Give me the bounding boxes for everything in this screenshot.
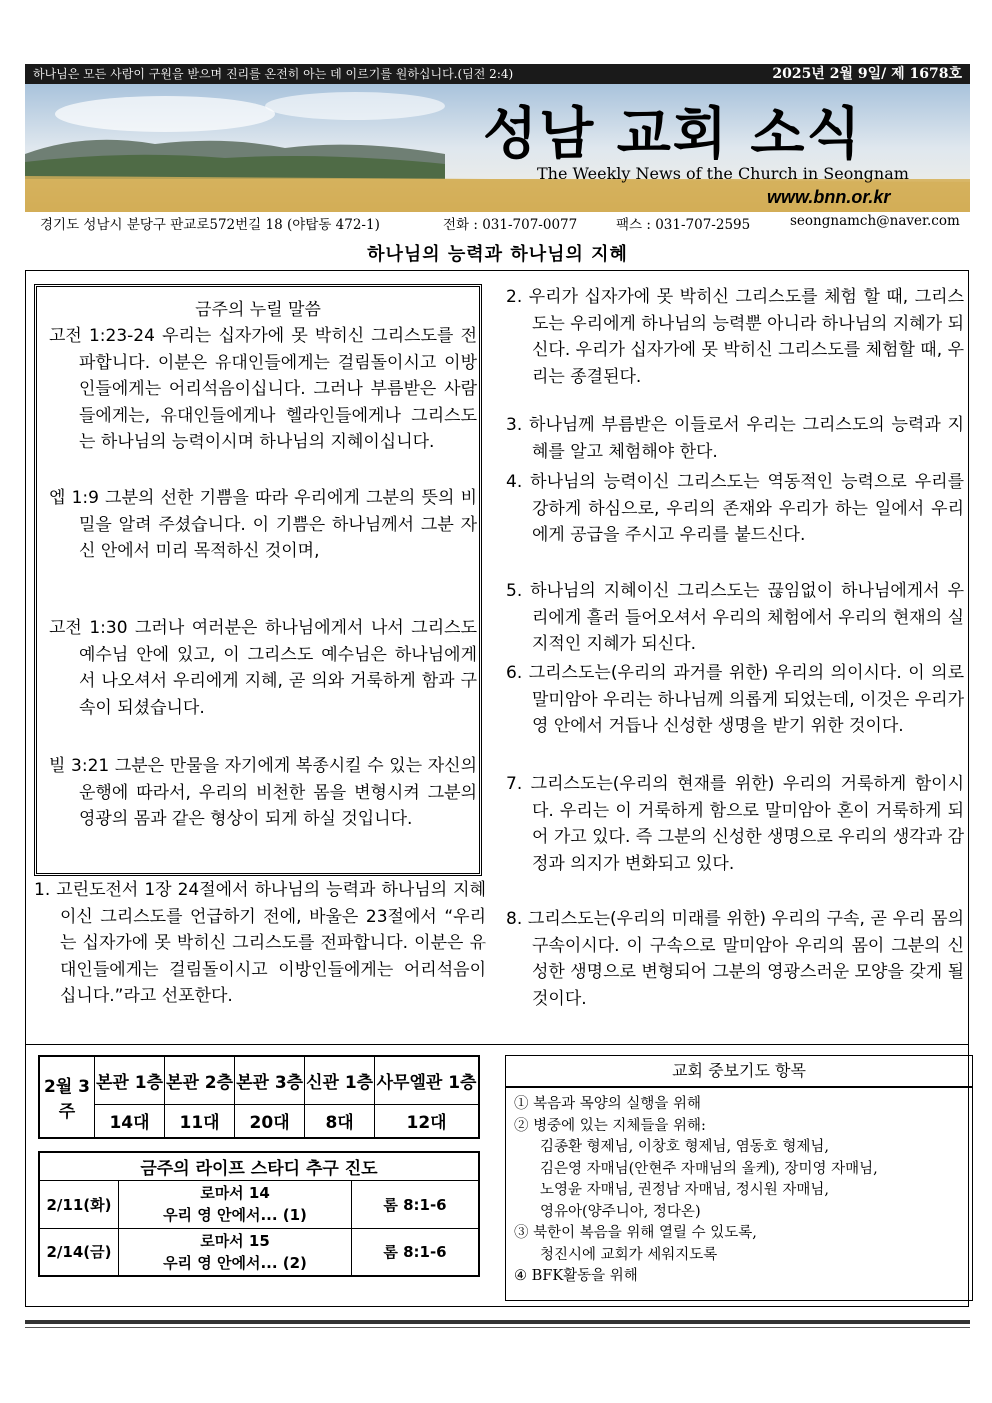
schedule-week: 2월 3주 [39, 1056, 95, 1138]
study-topic: 우리 영 안에서... (1) [163, 1206, 307, 1224]
life-study-heading: 금주의 라이프 스타디 추구 진도 [39, 1152, 479, 1180]
study-date: 2/14(금) [39, 1228, 119, 1276]
verse-item: 고전 1:23-24 우리는 십자가에 못 박히신 그리스도를 전파합니다. 이분은 유대인들에게는 걸림돌이시고 이방인들에게는 어리석음이십니다. 그러나 부름받은 사람들에게는, 유대인들에게나 헬라인들에게나 그리스도는 하나님의 능력이시며 하나님의 지혜이십니다. [49, 326, 477, 452]
hall-cell: 신관 1층 [305, 1056, 375, 1104]
prayer-item: 김은영 자매님(안현주 자매님의 올케), 장미영 자매님, [540, 1160, 878, 1177]
prayer-box [505, 1055, 973, 1301]
prayer-item: ② 병중에 있는 지체들을 위해: [514, 1117, 706, 1134]
footer-rule-thin [25, 1327, 970, 1328]
prayer-heading: 교회 중보기도 항목 [506, 1056, 972, 1088]
group-cell: 11대 [165, 1104, 235, 1138]
point-7: 7. 그리스도는(우리의 현재를 위한) 우리의 거룩하게 함이시다. 우리는 이 거룩하게 함으로 말미암아 혼이 거룩하게 되어 가고 있다. 즉 그분의 신성한 생명으로 우리의 생각과 감정과 의지가 변화되고 있다. [506, 774, 964, 874]
group-cell: 8대 [305, 1104, 375, 1138]
hall-cell: 사무엘관 1층 [375, 1056, 479, 1104]
verses-heading: 금주의 누릴 말씀 [195, 300, 321, 320]
point-3: 3. 하나님께 부름받은 이들로서 우리는 그리스도의 능력과 지혜를 알고 체험해야 한다. [506, 415, 964, 462]
prayer-item: ① 복음과 목양의 실행을 위해 [514, 1096, 702, 1112]
verse-item: 빌 3:21 그분은 만물을 자기에게 복종시킬 수 있는 자신의 운행에 따라서, 우리의 비천한 몸을 변형시켜 그분의 영광의 몸과 같은 형상이 되게 하실 것입니다. [49, 756, 477, 829]
study-book: 로마서 15 [200, 1231, 270, 1250]
masthead [25, 84, 970, 212]
group-cell: 12대 [375, 1104, 479, 1138]
point-2: 2. 우리가 십자가에 못 박히신 그리스도를 체험 할 때, 그리스도는 우리에게 하나님의 능력뿐 아니라 하나님의 지혜가 되신다. 우리가 십자가에 못 박히신 그리스도를 체험할 때, 우리는 종결된다. [506, 287, 964, 387]
address: 경기도 성남시 분당구 판교로572번길 18 (야탑동 472-1) [40, 217, 380, 233]
point-4: 4. 하나님의 능력이신 그리스도는 역동적인 능력으로 우리를 강하게 하심으로, 우리의 존재와 우리가 하는 일에서 우리에게 공급을 주시고 우리를 붙드신다. [506, 472, 964, 545]
hall-cell: 본관 1층 [95, 1056, 165, 1104]
prayer-item: 청진시에 교회가 세워지도록 [540, 1246, 718, 1263]
fax: 팩스 : 031-707-2595 [616, 217, 751, 233]
verse-item: 엡 1:9 그분의 선한 기쁨을 따라 우리에게 그분의 뜻의 비밀을 알려 주셨습니다. 이 기쁨은 하나님께서 그분 자신 안에서 미리 목적하신 것이며, [49, 488, 477, 561]
website-link[interactable]: www.bnn.or.kr [767, 187, 891, 207]
prayer-item: 김종환 형제님, 이창호 형제님, 염동호 형제님, [540, 1139, 829, 1155]
weekly-verses-box [34, 284, 482, 876]
study-book: 로마서 14 [200, 1184, 270, 1202]
top-banner-bar [25, 64, 970, 84]
sermon-title: 하나님의 능력과 하나님의 지혜 [367, 244, 628, 265]
group-cell: 14대 [95, 1104, 165, 1138]
life-study-table [38, 1151, 480, 1277]
hall-cell: 본관 2층 [165, 1056, 235, 1104]
study-topic: 우리 영 안에서... (2) [163, 1253, 307, 1272]
point-6: 6. 그리스도는(우리의 과거를 위한) 우리의 의이시다. 이 의로 말미암아 우리는 하나님께 의롭게 되었는데, 이것은 우리가 영 안에서 거듭나 신성한 생명을 받기 위한 것이다. [506, 663, 964, 736]
study-ref: 롬 8:1-6 [352, 1228, 480, 1276]
prayer-item: ③ 북한이 복음을 위해 열릴 수 있도록, [514, 1225, 757, 1241]
point-1: 1. 고린도전서 1장 24절에서 하나님의 능력과 하나님의 지혜이신 그리스도를 언급하기 전에, 바울은 23절에서 “우리는 십자가에 못 박히신 그리스도를 전파합니다. 이분은 유대인들에게는 걸림돌이시고 이방인들에게는 어리석음이십니다.”라고 선포한다. [34, 880, 486, 1006]
phone: 전화 : 031-707-0077 [443, 217, 578, 233]
hall-cell: 본관 3층 [235, 1056, 305, 1104]
group-cell: 20대 [235, 1104, 305, 1138]
email[interactable]: seongnamch@naver.com [790, 213, 960, 229]
prayer-item: 노영윤 자매님, 권정남 자매님, 정시원 자매님, [540, 1182, 829, 1198]
prayer-item: 영유아(양주니아, 정다온) [540, 1203, 701, 1220]
footer-rule [25, 1320, 970, 1324]
banner-verse: 하나님은 모든 사람이 구원을 받으며 진리를 온전히 아는 데 이르기를 원하십니다.(딤전 2:4) [33, 67, 514, 81]
newsletter-subtitle: The Weekly News of the Church in Seongnam [537, 164, 909, 183]
prayer-list [506, 1088, 972, 1294]
point-5: 5. 하나님의 지혜이신 그리스도는 끊임없이 하나님에게서 우리에게 흘러 들어오셔서 우리의 체험에서 우리의 현재의 실지적인 지혜가 되신다. [506, 581, 964, 654]
prayer-item: ④ BFK활동을 위해 [514, 1268, 638, 1284]
verse-item: 고전 1:30 그러나 여러분은 하나님에게서 나서 그리스도 예수님 안에 있고, 이 그리스도 예수님은 하나님에게서 나오셔서 우리에게 지혜, 곧 의와 거룩하게 함과 구속이 되셨습니다. [49, 618, 477, 718]
point-8: 8. 그리스도는(우리의 미래를 위한) 우리의 구속, 곧 우리 몸의 구속이시다. 이 구속으로 말미암아 우리의 몸이 그분의 신성한 생명으로 변형되어 그분의 영광스러운 모양을 갖게 될 것이다. [506, 909, 964, 1009]
group-schedule-table [38, 1055, 480, 1139]
study-ref: 롬 8:1-6 [352, 1180, 480, 1228]
section-divider [26, 1044, 968, 1045]
newsletter-title: 성남 교회 소식 [483, 102, 863, 167]
study-date: 2/11(화) [39, 1180, 119, 1228]
issue-date: 2025년 2월 9일/ 제 1678호 [772, 66, 962, 82]
